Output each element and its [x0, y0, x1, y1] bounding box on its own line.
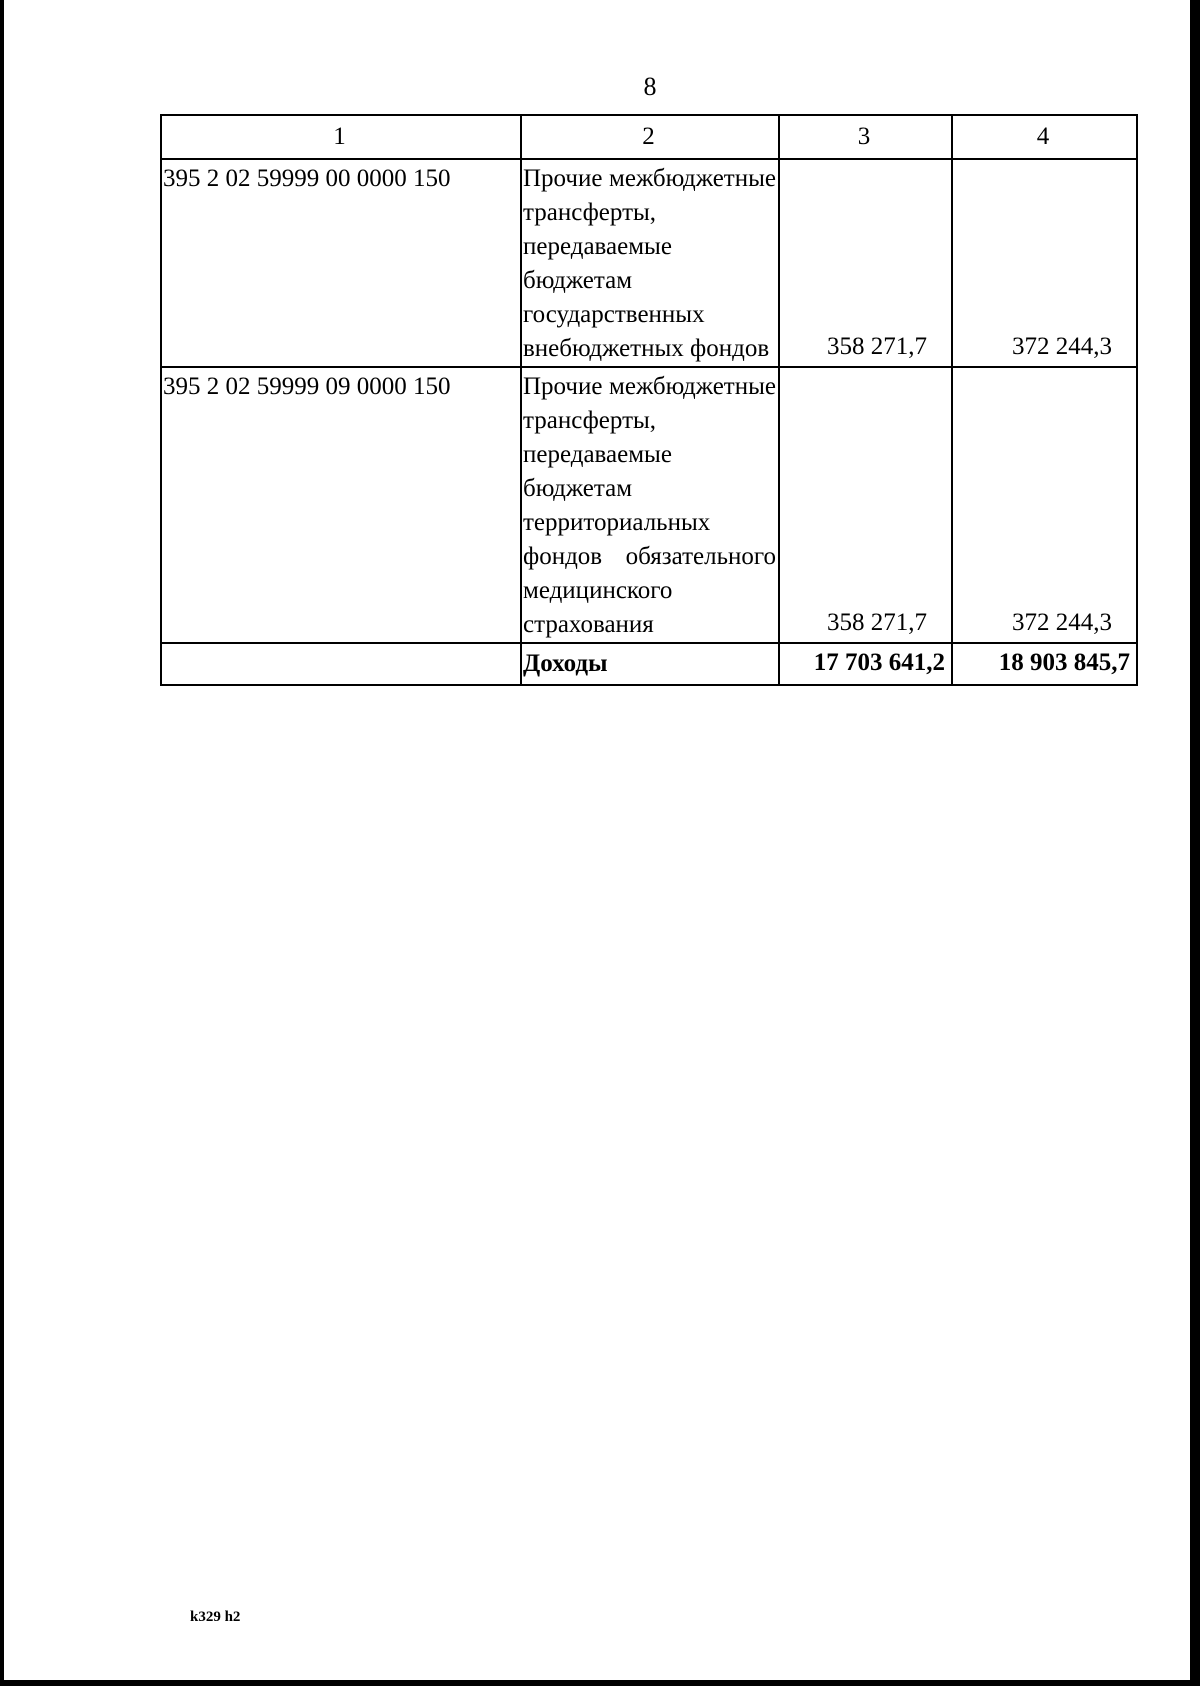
- header-col-3: 3: [779, 115, 952, 159]
- row-value-4: 372 244,3: [952, 367, 1137, 643]
- total-label: Доходы: [521, 643, 779, 685]
- total-code-empty: [161, 643, 521, 685]
- row-name-text: Прочие межбюджетные трансферты, передаваемые бюджетам территориальных фондов обязательного медицинского страхования: [523, 373, 776, 638]
- table-row: [161, 367, 1137, 643]
- total-value-3: 17 703 641,2: [779, 643, 952, 685]
- scan-edge-bottom: [0, 1680, 1200, 1686]
- table-header-row: [161, 115, 1137, 159]
- row-name: [521, 159, 779, 367]
- row-name-text: Прочие межбюджетные трансферты, передаваемые бюджетам государственных внебюджетных фондов: [523, 165, 776, 362]
- row-code: 395 2 02 59999 00 0000 150: [161, 159, 521, 367]
- row-value-4: 372 244,3: [952, 159, 1137, 367]
- footer-document-code: k329 h2: [190, 1609, 241, 1625]
- income-table: [160, 114, 1138, 686]
- row-code: 395 2 02 59999 09 0000 150: [161, 367, 521, 643]
- income-table-container: [160, 114, 1136, 686]
- row-value-3: 358 271,7: [779, 159, 952, 367]
- header-col-2: 2: [521, 115, 779, 159]
- total-row: [161, 643, 1137, 685]
- row-name: [521, 367, 779, 643]
- scan-edge-left: [0, 0, 4, 1686]
- header-col-1: 1: [161, 115, 521, 159]
- row-value-3: 358 271,7: [779, 367, 952, 643]
- page-number: 8: [643, 72, 657, 101]
- total-value-4: 18 903 845,7: [952, 643, 1137, 685]
- scan-edge-right: [1190, 0, 1200, 1686]
- header-col-4: 4: [952, 115, 1137, 159]
- table-row: [161, 159, 1137, 367]
